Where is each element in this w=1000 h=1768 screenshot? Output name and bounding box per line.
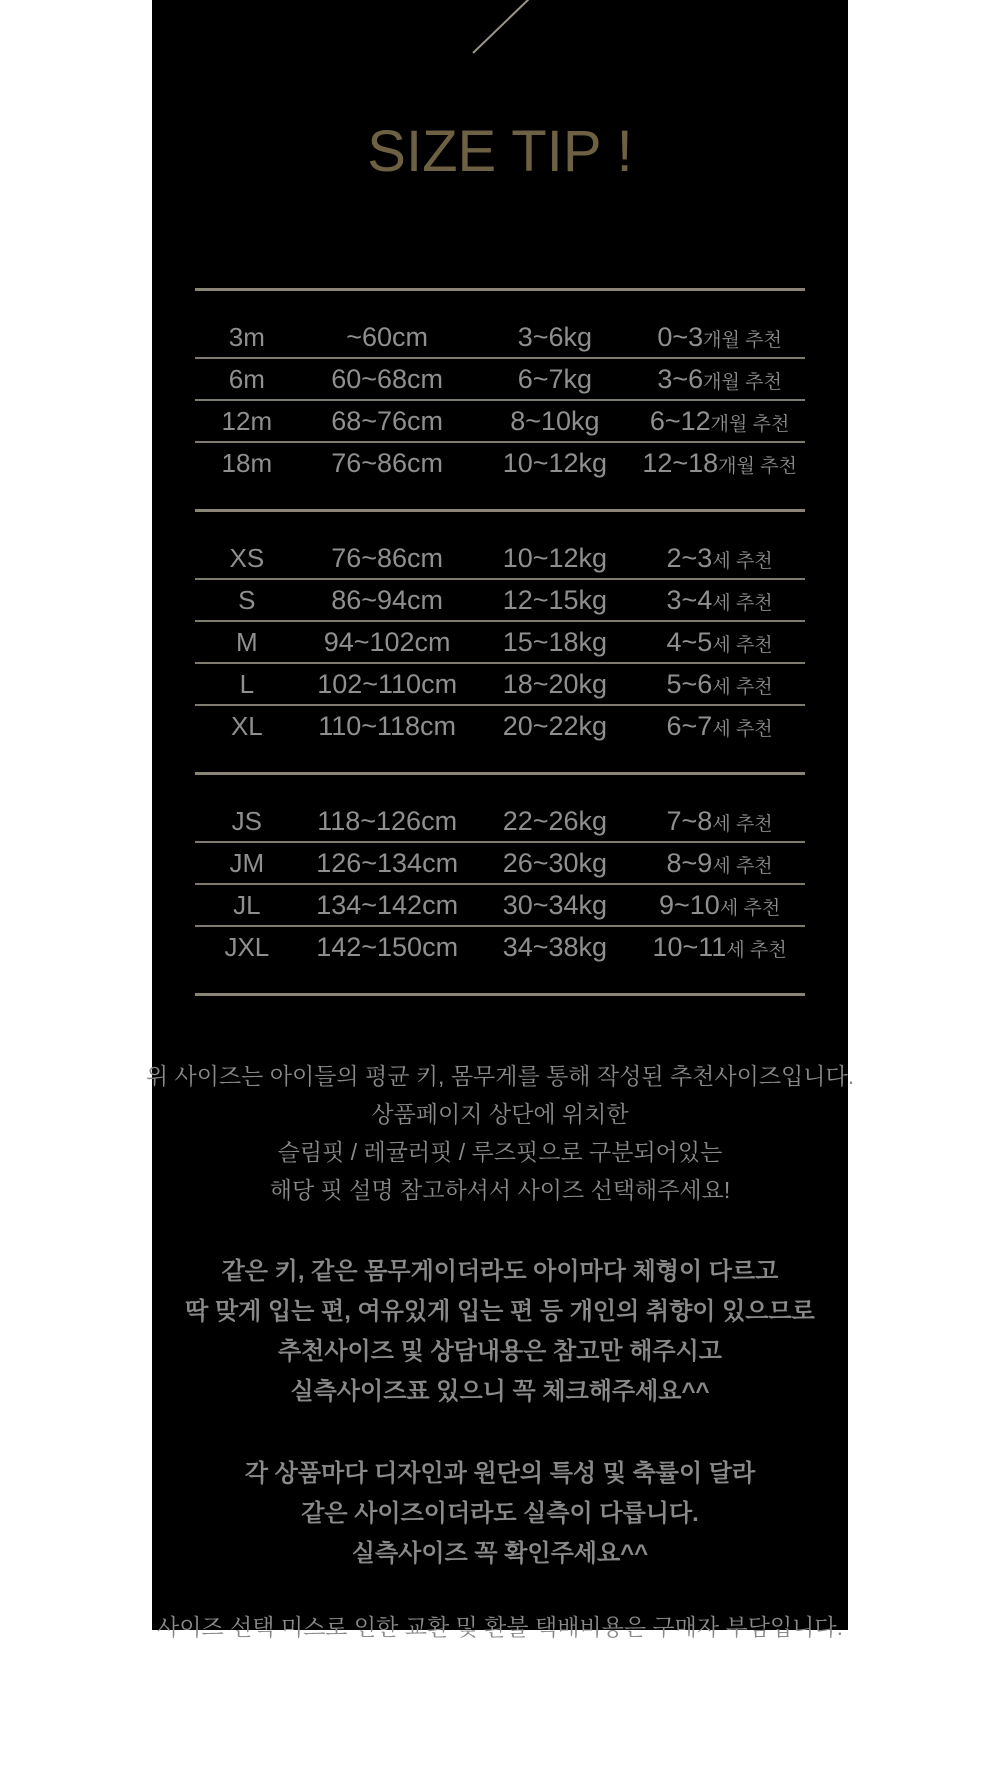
cell-size-label: M (236, 626, 258, 657)
cell-recommend-unit: 세 추천 (712, 592, 773, 614)
cell-size-label: S (238, 584, 256, 615)
cell-height-range: ~60cm (346, 321, 429, 352)
note-line: 위 사이즈는 아이들의 평균 키, 몸무게를 통해 작성된 추천사이즈입니다. (145, 1063, 855, 1089)
note-line: 실측사이즈표 있으니 꼭 체크해주세요^^ (290, 1378, 710, 1405)
cell-size-label: 18m (221, 447, 273, 478)
cell-recommend-unit: 개월 추천 (703, 329, 782, 351)
cell-recommend-unit: 세 추천 (712, 676, 773, 698)
cell-height-range: 142~150cm (316, 931, 459, 962)
page-title: SIZE TIP ! (367, 119, 633, 184)
cell-height-range: 86~94cm (331, 584, 444, 615)
note-paragraph-preference (0, 1252, 1000, 1412)
cell-recommend-age: 9~10세 추천 (659, 889, 781, 920)
cell-height-range: 76~86cm (331, 447, 444, 478)
note-footer-exchange: 사이즈 선택 미스로 인한 교환 및 환불 택배비용은 구매자 부담입니다. (156, 1614, 843, 1640)
note-line: 추천사이즈 및 상담내용은 참고만 해주시고 (278, 1338, 722, 1365)
cell-weight-range: 18~20kg (502, 668, 608, 699)
cell-recommend-unit: 개월 추천 (718, 455, 797, 477)
cell-size-label: JM (229, 847, 265, 878)
cell-recommend-age: 6~7세 추천 (666, 710, 773, 741)
table-row (195, 442, 805, 511)
cell-weight-range: 10~12kg (502, 447, 608, 478)
cell-recommend-unit: 세 추천 (726, 939, 787, 961)
cell-recommend-age: 4~5세 추천 (666, 626, 773, 657)
cell-weight-range: 10~12kg (502, 542, 608, 573)
table-row (195, 705, 805, 774)
cell-height-range: 126~134cm (316, 847, 459, 878)
cell-height-range: 76~86cm (331, 542, 444, 573)
cell-weight-range: 3~6kg (517, 321, 593, 352)
cell-size-label: L (239, 668, 255, 699)
table-row (195, 358, 805, 400)
cell-size-label: JXL (224, 931, 270, 962)
cell-weight-range: 15~18kg (502, 626, 608, 657)
size-chart-body (195, 290, 805, 995)
cell-recommend-age: 3~6개월 추천 (657, 363, 782, 394)
cell-recommend-age: 2~3세 추천 (666, 542, 773, 573)
cell-height-range: 68~76cm (331, 405, 444, 436)
cell-recommend-age: 8~9세 추천 (666, 847, 773, 878)
table-row (195, 290, 805, 359)
cell-recommend-age: 10~11세 추천 (652, 931, 787, 962)
table-row (195, 842, 805, 884)
cell-recommend-unit: 개월 추천 (710, 413, 790, 435)
size-notes (145, 1057, 855, 1646)
cell-height-range: 118~126cm (317, 805, 458, 836)
cell-weight-range: 8~10kg (510, 405, 600, 436)
note-paragraph-recommend (0, 1057, 1000, 1209)
size-tip-panel (145, 0, 855, 1640)
cell-weight-range: 20~22kg (502, 710, 608, 741)
cell-weight-range: 22~26kg (502, 805, 608, 836)
cell-recommend-unit: 세 추천 (712, 550, 773, 572)
table-row (195, 774, 805, 843)
cell-recommend-unit: 세 추천 (712, 634, 773, 656)
cell-recommend-age: 0~3개월 추천 (657, 321, 782, 352)
cell-recommend-unit: 세 추천 (712, 813, 773, 835)
cell-size-label: JS (231, 805, 263, 836)
table-row (195, 884, 805, 926)
cell-height-range: 110~118cm (318, 710, 457, 741)
cell-recommend-age: 5~6세 추천 (666, 668, 773, 699)
table-row (195, 400, 805, 442)
cell-recommend-age: 6~12개월 추천 (649, 405, 790, 436)
size-chart-table (195, 288, 805, 996)
cell-height-range: 134~142cm (316, 889, 459, 920)
cell-recommend-unit: 세 추천 (719, 897, 781, 919)
cell-weight-range: 6~7kg (517, 363, 593, 394)
note-line: 해당 핏 설명 참고하셔서 사이즈 선택해주세요! (269, 1177, 731, 1203)
table-row (195, 926, 805, 995)
note-line: 각 상품마다 디자인과 원단의 특성 및 축률이 달라 (244, 1460, 756, 1487)
cell-height-range: 102~110cm (317, 668, 458, 699)
note-line: 같은 사이즈이더라도 실측이 다릅니다. (301, 1500, 699, 1527)
cell-size-label: 6m (228, 363, 265, 394)
note-line: 같은 키, 같은 몸무게이더라도 아이마다 체형이 다르고 (221, 1258, 779, 1285)
cell-size-label: 3m (228, 321, 265, 352)
cell-weight-range: 26~30kg (502, 847, 608, 878)
note-line: 슬림핏 / 레귤러핏 / 루즈핏으로 구분되어있는 (277, 1139, 723, 1165)
cell-recommend-age: 3~4세 추천 (666, 584, 773, 615)
cell-weight-range: 30~34kg (502, 889, 608, 920)
note-paragraph-measure (0, 1454, 1000, 1574)
note-line: 실측사이즈 꼭 확인주세요^^ (351, 1540, 649, 1567)
cell-size-label: JL (233, 889, 261, 920)
cell-size-label: XS (229, 542, 265, 573)
cell-height-range: 94~102cm (323, 626, 451, 657)
table-row (195, 621, 805, 663)
cell-recommend-unit: 세 추천 (712, 718, 773, 740)
note-line: 딱 맞게 입는 편, 여유있게 입는 편 등 개인의 취향이 있으므로 (185, 1298, 815, 1325)
table-row (195, 579, 805, 621)
note-line: 상품페이지 상단에 위치한 (371, 1101, 629, 1127)
cell-recommend-unit: 세 추천 (712, 855, 773, 877)
cell-weight-range: 34~38kg (502, 931, 608, 962)
cell-size-label: XL (230, 710, 263, 741)
table-row (195, 511, 805, 580)
cell-size-label: 12m (221, 405, 273, 436)
cell-recommend-unit: 개월 추천 (703, 371, 782, 393)
cell-recommend-age: 12~18개월 추천 (642, 447, 797, 478)
table-row (195, 663, 805, 705)
cell-weight-range: 12~15kg (502, 584, 608, 615)
cell-height-range: 60~68cm (331, 363, 444, 394)
cell-recommend-age: 7~8세 추천 (666, 805, 773, 836)
